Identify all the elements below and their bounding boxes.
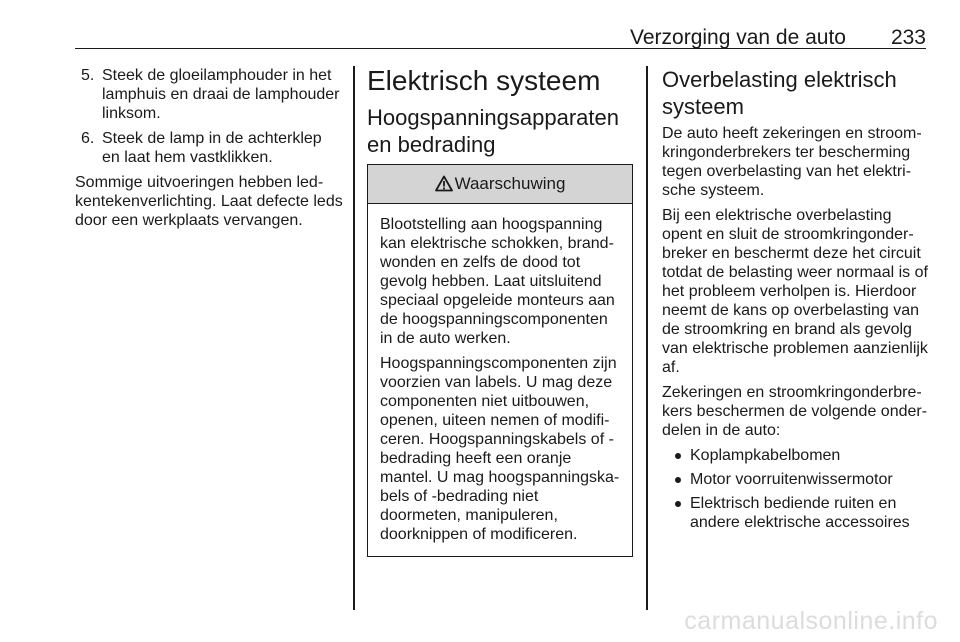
warning-body (368, 204, 632, 556)
warning-triangle-icon (435, 175, 453, 192)
bullet-icon (675, 501, 681, 507)
step-text: Steek de gloeilamphouder in het lamphuis en draai de lamphouder linksom. (102, 67, 340, 122)
step-item (75, 129, 343, 167)
page-header (75, 14, 926, 49)
column-right (662, 66, 928, 537)
section-heading: Overbelasting elektrisch systeem (662, 67, 897, 119)
list-item (662, 446, 928, 465)
column-divider (353, 66, 355, 610)
page-number: 233 (890, 26, 926, 49)
step-number: 5. (81, 67, 95, 84)
list-item-text: Motor voorruitenwissermotor (690, 471, 893, 488)
list-item (662, 494, 928, 532)
bullet-icon (675, 477, 681, 483)
warning-paragraph: Hoogspanningscomponenten zijn voorzien van labels. U mag deze componenten niet uitbouwen, openen, uiteen nemen of modifi-ceren. Hoogspanningskabels of -bedrading heeft een oranje mantel. U mag hoogspanningska-bels of -bedrading niet doormeten, manipuleren, doorknippen of modificeren. (380, 355, 620, 543)
column-divider (646, 66, 648, 610)
paragraph: Bij een elektrische overbelasting opent en sluit de stroomkringonder-breker en beschermt deze het circuit totdat de belasting weer normaal is of het probleem verholpen is. Hierdoor neemt de kans op overbelasting van de stroomkring en brand als gevolg van elektrische problemen aanzienlijk af. (662, 207, 928, 376)
warning-box (367, 164, 633, 557)
bullet-icon (675, 453, 681, 459)
section-heading: Elektrisch systeem (367, 65, 601, 96)
list-item (662, 470, 928, 489)
column-left (75, 66, 343, 236)
paragraph: Sommige uitvoeringen hebben led-kentekenverlichting. Laat defecte leds door een werkplaats vervangen. (75, 174, 343, 229)
paragraph: Zekeringen en stroomkringonderbre-kers beschermen de volgende onder-delen in de auto: (662, 384, 928, 439)
step-text: Steek de lamp in de achterklep en laat hem vastklikken. (102, 130, 322, 166)
column-middle (367, 66, 633, 557)
warning-header (368, 165, 632, 204)
warning-title: Waarschuwing (454, 174, 566, 193)
step-number: 6. (81, 130, 95, 147)
section-title: Verzorging van de auto (630, 26, 846, 49)
list-item-text: Elektrisch bediende ruiten en andere elektrische accessoires (690, 495, 910, 531)
warning-paragraph: Blootstelling aan hoogspanning kan elektrische schokken, brand-wonden en zelfs de dood tot gevolg hebben. Laat uitsluitend speciaal opgeleide monteurs aan de hoogspanningscomponenten in de auto werken. (380, 216, 615, 347)
list-item-text: Koplampkabelbomen (690, 447, 841, 464)
watermark: carmanualsonline.info (684, 607, 938, 635)
step-item (75, 66, 343, 123)
paragraph: De auto heeft zekeringen en stroom-kringonderbrekers ter bescherming tegen overbelasting van het elektri-sche systeem. (662, 125, 922, 199)
subsection-heading: Hoogspanningsapparaten en bedrading (367, 105, 619, 157)
